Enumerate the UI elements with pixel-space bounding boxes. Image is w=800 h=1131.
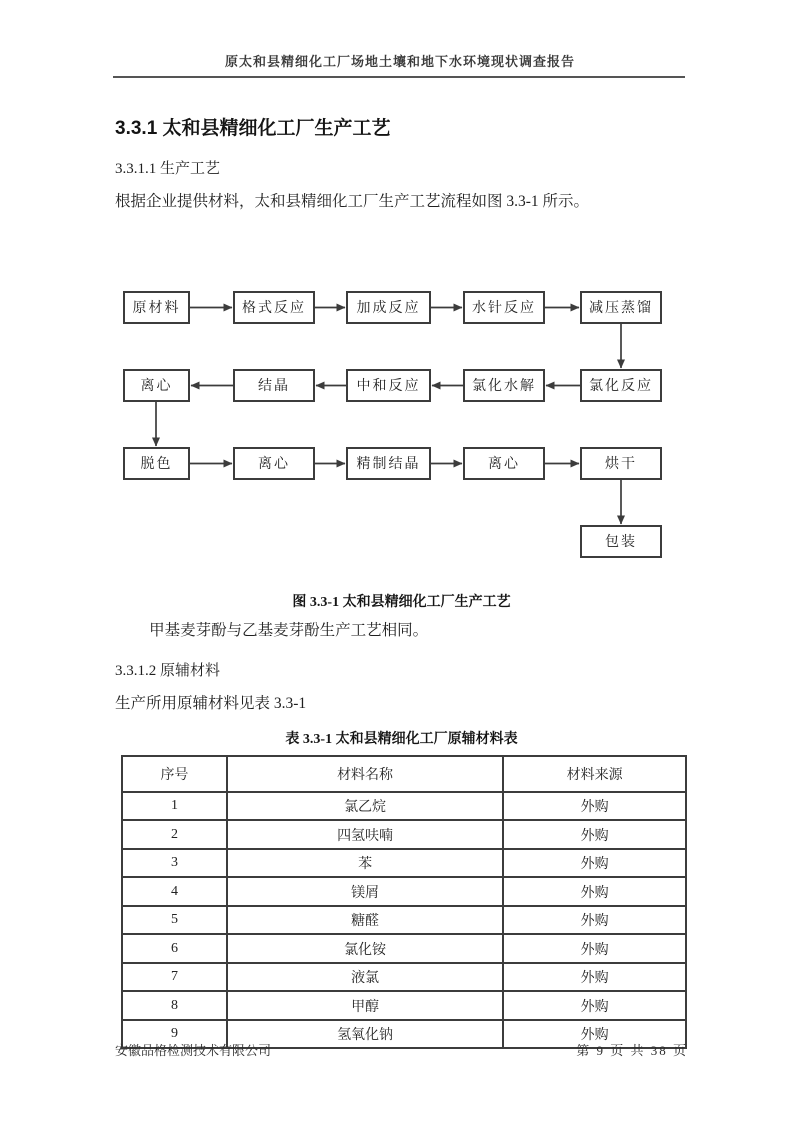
cell-source: 外购 <box>503 1020 686 1049</box>
flow-node-centrifuge-2: 离心 <box>233 447 315 480</box>
flow-node-refined-crystallization: 精制结晶 <box>346 447 431 480</box>
table-row <box>122 906 686 935</box>
table-header-row <box>122 756 686 792</box>
table-row <box>122 820 686 849</box>
cell-source: 外购 <box>503 792 686 821</box>
process-flowchart <box>115 291 688 561</box>
flow-node-raw-material: 原材料 <box>123 291 190 324</box>
cell-source: 外购 <box>503 963 686 992</box>
cell-source: 外购 <box>503 906 686 935</box>
flow-node-chlorination-hydrolysis: 氯化水解 <box>463 369 545 402</box>
cell-name: 糖醛 <box>227 906 503 935</box>
cell-name: 甲醇 <box>227 991 503 1020</box>
flow-node-decolorization: 脱色 <box>123 447 190 480</box>
figure-caption: 图 3.3-1 太和县精细化工厂生产工艺 <box>292 594 511 610</box>
table-row <box>122 991 686 1020</box>
table-row <box>122 877 686 906</box>
col-header-material-name: 材料名称 <box>227 756 503 792</box>
footer-company: 安徽品格检测技术有限公司 <box>115 1043 272 1058</box>
flow-node-centrifuge-1: 离心 <box>123 369 190 402</box>
table-ref-paragraph: 生产所用原辅材料见表 3.3-1 <box>115 694 307 712</box>
flow-node-water-needle-reaction: 水针反应 <box>463 291 545 324</box>
cell-index: 4 <box>122 877 227 906</box>
flow-node-chlorination-reaction: 氯化反应 <box>580 369 662 402</box>
table-row <box>122 792 686 821</box>
cell-name: 苯 <box>227 849 503 878</box>
header-rule <box>113 76 685 78</box>
flow-node-vacuum-distillation: 减压蒸馏 <box>580 291 662 324</box>
cell-index: 8 <box>122 991 227 1020</box>
materials-table <box>121 755 687 1050</box>
cell-source: 外购 <box>503 991 686 1020</box>
cell-name: 液氯 <box>227 963 503 992</box>
table-row <box>122 934 686 963</box>
cell-name: 四氢呋喃 <box>227 820 503 849</box>
cell-index: 1 <box>122 792 227 821</box>
cell-index: 3 <box>122 849 227 878</box>
col-header-material-source: 材料来源 <box>503 756 686 792</box>
cell-name: 镁屑 <box>227 877 503 906</box>
section-heading-3312: 3.3.1.2 原辅材料 <box>115 662 221 679</box>
cell-name: 氢氧化钠 <box>227 1020 503 1049</box>
note-paragraph: 甲基麦芽酚与乙基麦芽酚生产工艺相同。 <box>149 621 429 639</box>
page-footer <box>115 1040 688 1059</box>
footer-page-number: 第 9 页 共 38 页 <box>576 1043 688 1058</box>
section-heading-331: 3.3.1 太和县精细化工厂生产工艺 <box>115 118 391 139</box>
cell-index: 9 <box>122 1020 227 1049</box>
flow-node-centrifuge-3: 离心 <box>463 447 545 480</box>
cell-name: 氯化铵 <box>227 934 503 963</box>
cell-source: 外购 <box>503 877 686 906</box>
flow-node-grignard-reaction: 格式反应 <box>233 291 315 324</box>
cell-source: 外购 <box>503 934 686 963</box>
flow-node-crystallization: 结晶 <box>233 369 315 402</box>
cell-source: 外购 <box>503 849 686 878</box>
table-caption: 表 3.3-1 太和县精细化工厂原辅材料表 <box>285 731 518 747</box>
cell-index: 6 <box>122 934 227 963</box>
section-heading-3311: 3.3.1.1 生产工艺 <box>115 161 221 177</box>
cell-source: 外购 <box>503 820 686 849</box>
flow-node-neutralization-reaction: 中和反应 <box>346 369 431 402</box>
flow-node-addition-reaction: 加成反应 <box>346 291 431 324</box>
flowchart-arrows <box>115 291 688 561</box>
col-header-index: 序号 <box>122 756 227 792</box>
header-title: 原太和县精细化工厂场地土壤和地下水环境现状调查报告 <box>224 54 575 69</box>
cell-name: 氯乙烷 <box>227 792 503 821</box>
table-row <box>122 849 686 878</box>
intro-paragraph: 根据企业提供材料，太和县精细化工厂生产工艺流程如图 3.3-1 所示。 <box>115 193 590 210</box>
table-row <box>122 963 686 992</box>
cell-index: 7 <box>122 963 227 992</box>
flow-node-packaging: 包装 <box>580 525 662 558</box>
flow-node-drying: 烘干 <box>580 447 662 480</box>
cell-index: 5 <box>122 906 227 935</box>
cell-index: 2 <box>122 820 227 849</box>
